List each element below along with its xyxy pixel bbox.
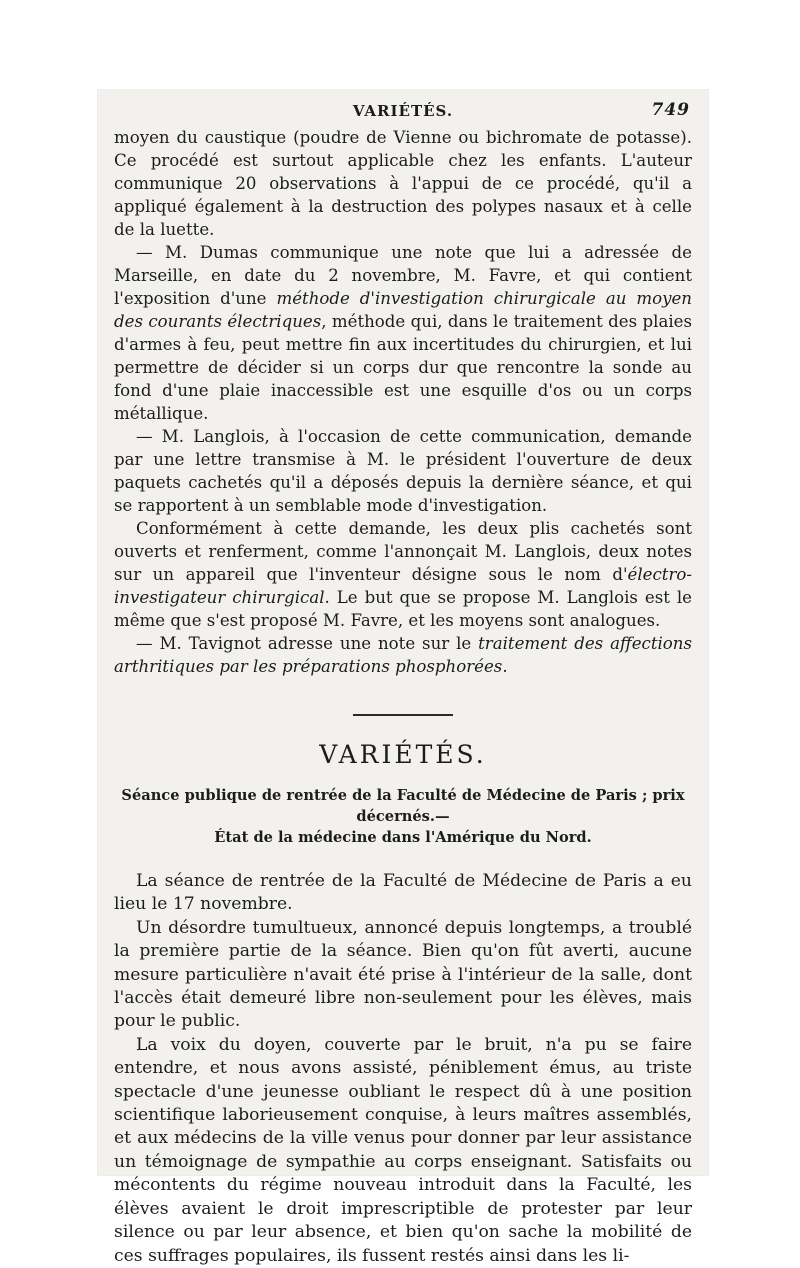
text-run: — M. Langlois, à l'occasion de cette communication, demande par une lettre transmise à M. le président l'ouverture de deux paquets cachetés qu'il a déposés depuis la dernière séance, et qui se rapportent à un semblable mode d'investigation. bbox=[114, 427, 692, 515]
varietes-paragraph: Un désordre tumultueux, annoncé depuis longtemps, a troublé la première partie de la séance. Bien qu'on fût averti, aucune mesure particulière n'avait été prise à l'intérieur de la salle, dont l'accès était demeuré libre non-seulement pour les élèves, mais pour le public. bbox=[114, 917, 692, 1032]
running-head bbox=[114, 100, 692, 126]
varietes-paragraph: La voix du doyen, couverte par le bruit, n'a pu se faire entendre, et nous avons assisté, péniblement émus, au triste spectacle d'une jeunesse oubliant le respect dû à une position scientifique laborieusement conquise, à leurs maîtres assemblés, et aux médecins de la ville venus pour donner par leur assistance un témoignage de sympathie au corps enseignant. Satisfaits ou mécontents du régime nouveau introduit dans la Faculté, les élèves avaient le droit imprescriptible de protester par leur silence ou par leur absence, et bien qu'on sache la mobilité de ces suffrages populaires, ils fussent restés ainsi dans les li- bbox=[114, 1034, 692, 1266]
body-paragraph bbox=[114, 517, 692, 632]
section-title: VARIÉTÉS. bbox=[319, 740, 487, 769]
subheading-line-1: Séance publique de rentrée de la Faculté de Médecine de Paris ; prix décernés.— bbox=[121, 787, 685, 825]
varietes-body bbox=[114, 870, 692, 1268]
body-paragraph bbox=[114, 632, 692, 678]
subheading-line-2: État de la médecine dans l'Amérique du Nord. bbox=[214, 829, 592, 846]
text-run: , méthode qui, dans le traitement des plaies d'armes à feu, peut mettre fin aux incertitudes du chirurgien, et lui permettre de décider si un corps dur que rencontre la sonde au fond d'une plaie inaccessible est une esquille d'os ou un corps métallique. bbox=[114, 312, 692, 423]
section-subheading bbox=[114, 785, 692, 848]
page-content bbox=[114, 100, 692, 1268]
page-number: 749 bbox=[651, 100, 690, 120]
italic-title: électro-investigateur chirurgical bbox=[114, 565, 692, 607]
academy-proceedings bbox=[114, 126, 692, 678]
section-divider bbox=[353, 714, 453, 716]
text-run: — M. Tavignot adresse une note sur le bbox=[136, 634, 479, 653]
text-run: — M. Dumas communique une note que lui a adressée de Marseille, en date du 2 novembre, M. Favre, et qui contient l'exposition d'une bbox=[114, 243, 692, 308]
text-run: moyen du caustique (poudre de Vienne ou bichromate de potasse). Ce procédé est surtout applicable chez les enfants. L'auteur communique 20 observations à l'appui de ce procédé, qu'il a appliqué également à la destruction des polypes nasaux et à celle de la luette. bbox=[114, 128, 692, 239]
body-paragraph bbox=[114, 241, 692, 425]
running-title: VARIÉTÉS. bbox=[352, 102, 454, 120]
body-paragraph bbox=[114, 126, 692, 241]
varietes-paragraph: La séance de rentrée de la Faculté de Médecine de Paris a eu lieu le 17 novembre. bbox=[114, 871, 692, 915]
text-run: . Le but que se propose M. Langlois est le même que s'est proposé M. Favre, et les moyens sont analogues. bbox=[114, 588, 692, 630]
body-paragraph bbox=[114, 425, 692, 517]
text-run: . bbox=[502, 657, 508, 676]
text-run: Conformément à cette demande, les deux plis cachetés sont ouverts et renferment, comme l'annonçait M. Langlois, deux notes sur un appareil que l'inventeur désigne sous le nom d' bbox=[114, 519, 692, 584]
book-page bbox=[98, 90, 708, 1266]
italic-title: méthode d'investigation chirurgicale au moyen des courants électriques bbox=[114, 289, 692, 331]
italic-title: traitement des affections arthritiques par les préparations phosphorées bbox=[114, 634, 692, 676]
